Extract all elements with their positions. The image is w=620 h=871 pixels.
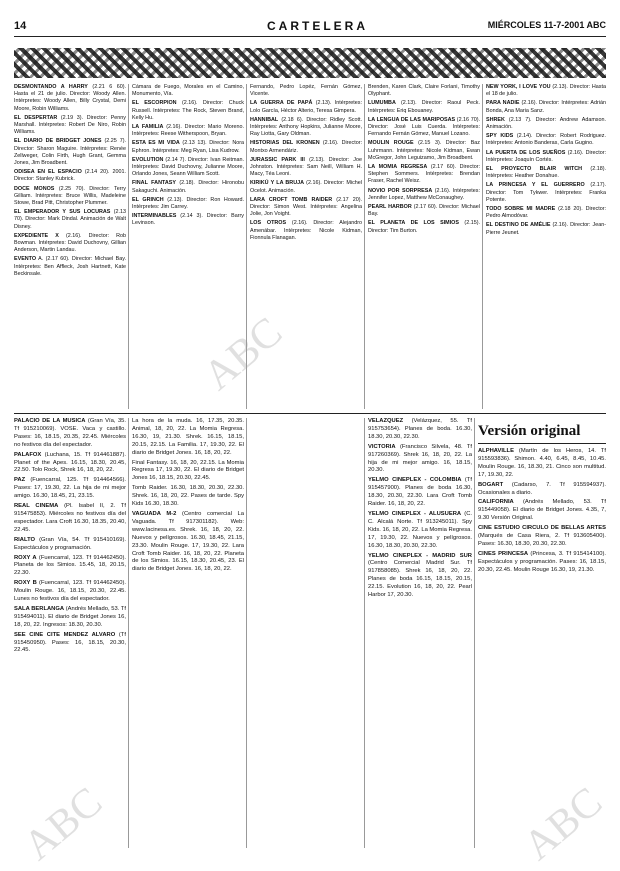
listing-entry (486, 182, 606, 204)
listing-name: KIRIKÚ Y LA BRUJA (250, 180, 304, 187)
listing-name: ODISEA EN EL ESPACIO (14, 169, 82, 176)
listing-entry (14, 537, 126, 553)
section-divider (14, 413, 606, 414)
listing-details: (Andrés Mellado, 53. Tf 915494011). El diario de Bridget Jones 16, 18, 20, 22. Ingresos: 18.30, 20.30. (14, 605, 126, 628)
listing-entry (14, 209, 126, 231)
column-separator (364, 418, 365, 848)
listing-details: (2.25 70). Director: Terry Gilliam. Intérpretes: Bruce Willis, Madeleine Stowe, Brad Pitt, Christopher Plummer. (14, 185, 126, 207)
listing-name: EVENTO (14, 256, 37, 263)
listing-details: (Velázquez, 55. Tf 915753654). Planes de boda. 16.30, 18.30, 20.30, 22.30. (368, 418, 472, 440)
listing-name: JURASSIC PARK III (250, 156, 305, 163)
listing-entry (368, 84, 480, 98)
listing-entry (14, 580, 126, 604)
listing-details: (Fuencarral, 125. Tf 914464566). Pases: 17, 19.30, 22. La hija de mi mejor amigo. 16.30, 18.45, 21, 23.15. (14, 477, 126, 500)
listing-entry (14, 256, 126, 278)
listing-details: (2.15 3). Director: Baz Luhrmann. Intérpretes: Nicole Kidman, Ewan McGregor, John Leguizamo, Jim Broadbent. (368, 140, 480, 161)
listing-entry (14, 452, 126, 476)
listing-entry (478, 525, 606, 549)
listing-name: LA PUERTA DE LOS SUEÑOS (486, 149, 566, 156)
listing-details: (2.17 60). Director: Michael Bay. (368, 204, 480, 218)
listing-name: NEW YORK, I LOVE YOU (486, 84, 551, 90)
listing-details: Fernando, Pedro Lopéz, Fernán Gómez, Vicente. (250, 84, 362, 98)
listing-name: EL DESTINO DE AMÉLIE (486, 222, 551, 229)
listing-entry (250, 220, 362, 242)
listing-details: (2.13). Intérpretes: Lolo García, Héctor Alterio, Teresa Gimpera. (250, 100, 362, 114)
section-title: CARTELERA (267, 19, 368, 33)
column-separator (482, 84, 483, 409)
listing-entry (368, 553, 472, 600)
listing-name: LARA CROFT TOMB RAIDER (250, 196, 333, 203)
listing-name: EL ESCORPION (132, 100, 177, 107)
listing-name: SPY KIDS (486, 133, 514, 140)
listing-entry (368, 140, 480, 162)
listing-details: (2.14 20). 2001. Director: Stanley Kubrick. (14, 169, 126, 183)
listing-name: FINAL FANTASY (132, 180, 176, 187)
listing-details: Final Fantasy. 16, 18, 20, 22.15. La Momia Regresa 17, 19.30, 22. El diario de Bridget Jones 16, 18.15, 20.30, 22.45. (132, 459, 244, 482)
listing-name: HANNIBAL (250, 116, 279, 123)
bottom-column (132, 418, 244, 848)
listing-name: DESMONTANDO A HARRY (14, 84, 88, 90)
listing-name: LA FAMILIA (132, 124, 164, 131)
listing-entry (132, 418, 244, 458)
listing-entry (14, 477, 126, 501)
listing-entry (486, 150, 606, 164)
column-separator (128, 84, 129, 409)
issue-date: MIÉRCOLES 11-7-2001 ABC (487, 20, 606, 30)
listing-entry (368, 100, 480, 114)
listing-name: EL PLANETA DE LOS SIMIOS (368, 220, 459, 227)
listing-details: (C. C. Alcalá Norte. Tf 913245011). Spy Kids. 16, 18, 20, 22. La Momia Regresa. 17, 19.30, 22. Nuevos y pelígrosos. 16.30, 18.30, 20.30, 22.30. (368, 510, 472, 549)
listing-entry (14, 555, 126, 579)
listing-name: EL GRINCH (132, 196, 164, 203)
watermark: ABC (15, 778, 112, 870)
listing-entry (14, 138, 126, 167)
listing-details: (2.17 60). Director: Stephen Sommers. Intérpretes: Brendan Fraser, Rachel Weisz. (368, 164, 480, 185)
listing-entry (368, 204, 480, 218)
listing-entry (486, 100, 606, 114)
listing-entry (132, 460, 244, 484)
listing-name: EXPEDIENTE X (14, 232, 59, 239)
top-column (14, 84, 126, 409)
listing-name: CINES PRINCESA (478, 550, 529, 557)
listing-entry (368, 418, 472, 442)
listing-details: (Fuencarral, 123. Tf 914462450). Moulin Rouge. 16, 18.15, 20.30, 22.45. Lunes no festivos día del espectador. (14, 580, 126, 603)
listing-entry (132, 84, 244, 98)
listing-entry (132, 140, 244, 154)
listing-name: ROXY A (14, 554, 37, 561)
listing-name: ALPHAVILLE (478, 448, 514, 454)
listing-entry (368, 188, 480, 202)
listing-name: LA LENGUA DE LAS MARIPOSAS (368, 116, 456, 123)
listing-name: PARA NADIE (486, 100, 520, 107)
listing-details: (Tf 915457900). Planes de boda 16.30, 18.30, 20.30, 22.30. Lara Croft Tomb Raider. 16, 18, 20, 22. (368, 477, 472, 508)
listing-entry (478, 448, 606, 480)
listing-details: (Marqués de Casa Riera, 2. Tf 913605400). Pases: 16.30, 18.30, 20.30, 22.30. (478, 533, 606, 547)
listing-name: LOS OTROS (250, 220, 287, 227)
listing-name: LA MOMIA REGRESA (368, 164, 428, 171)
listing-name: LA PRINCESA Y EL GUERRERO (486, 182, 585, 189)
listing-details: (Francisco Silvela, 48. Tf 917260369). Shrek 16, 18, 20, 22. La hija de mi mejor amigo. 16, 18.15, 20.30. (368, 443, 472, 474)
listing-name: EL DESPERTAR (14, 114, 58, 121)
listing-entry (250, 140, 362, 154)
listing-details: (2.13). Director: Hasta el 18 de julio. (486, 84, 606, 98)
listing-name: YELMO CINEPLEX - ALUSUERA (368, 510, 462, 517)
listing-entry (486, 84, 606, 98)
listing-name: SEE CINE CITE MENDEZ ALVARO (14, 631, 116, 638)
listing-name: SALA BERLANGA (14, 605, 65, 612)
listing-details: (Fuencarral, 123. Tf 914462450). Planeta de los Simios. 15.45, 18, 20.15, 22.30. (14, 554, 126, 577)
listing-details: (2.16). Director: Montxo Armendáriz. (250, 140, 362, 154)
listing-name: CALIFORNIA (478, 499, 514, 506)
listing-details: (2.16). Intérpretes: Jennifer Lopez, Matthew McConaughey. (368, 187, 480, 201)
listing-details: (2.14 3). Director: Barry Levinson. (132, 213, 244, 227)
listing-entry (478, 482, 606, 498)
listing-name: PALAFOX (14, 451, 42, 458)
listing-details: (2.18). Intérpretes: Heather Donahue. (486, 166, 606, 180)
listing-name: HISTORIAS DEL KRONEN (250, 140, 320, 147)
top-column (368, 84, 480, 409)
listing-name: LA GUERRA DE PAPÁ (250, 100, 313, 107)
listing-details: (Princesa, 3. Tf 915414100). Espectáculos y programación. Pases: 16, 18.15, 20.30, 22.45. Moulin Rouge 16.30, 19, 21.30. (478, 550, 606, 573)
listing-details: (Luchana, 15. Tf 914461887). Planet of the Apes. 16.15, 18.30, 20.45, 22.50. Tolo Rock, Shrek 16, 18, 20, 22. (14, 451, 126, 474)
listing-name: PAZ (14, 477, 26, 484)
listing-details: La hora de la muda. 16, 17.35, 20.35. Animal, 18, 20, 22. La Momia Regresa. 16.30, 19, 21.30. Shrek. 16.15, 18.15, 20.15, 22.15. La Familia. 17, 19.30, 22. El diario de Bridget Jones. 16, 18, 20, 22. (132, 418, 244, 456)
decorative-banner (14, 48, 606, 78)
listing-details: (2.14 7). Director: Ivan Reitman. Intérpretes: David Duchovny, Julianne Moore, Orlando Jones, Seann William Scott. (132, 156, 244, 178)
listing-entry (368, 477, 472, 509)
page-number: 14 (14, 20, 27, 32)
watermark: ABC (515, 778, 612, 870)
listing-name: VICTORIA (368, 443, 396, 450)
listing-name: LUMUMBA (368, 100, 396, 107)
listing-entry (14, 233, 126, 255)
listing-details: (Gran Vía, 35. Tf 915210069). VOSE. Vaca y castillo. Pases: 16, 18.15, 20.35, 22.45. Miércoles no festivos día del espectador. (14, 418, 126, 448)
listing-name: INTERMINABLES (132, 213, 177, 220)
listing-entry (14, 186, 126, 208)
listing-name: REAL CINEMA (14, 503, 59, 510)
listing-name: MOULIN ROUGE (368, 140, 414, 147)
listing-entry (14, 418, 126, 450)
column-separator (246, 84, 247, 409)
column-separator (128, 418, 129, 848)
listing-entry (486, 206, 606, 220)
listing-entry (368, 117, 480, 139)
listing-details: (Gran Vía, 54. Tf 915410169). Espectáculos y programación. (14, 536, 126, 551)
listing-entry (132, 485, 244, 509)
bottom-column (368, 418, 472, 848)
listing-details: (2.13 70). Director: Mark Dindal. Animación de Walt Disney. (14, 209, 126, 230)
listing-entry (478, 551, 606, 575)
listing-details: (2.18 20). Director: Pedro Almodóvar. (486, 206, 606, 220)
listing-details: (2.17 20). Director: Simon West. Intérpretes: Angelina Jolie, Jon Voight. (250, 196, 362, 218)
listing-entry (14, 169, 126, 183)
listing-details: Brenden, Karen Clark, Claire Forlani, Timothy Olyphant. (368, 84, 480, 98)
listing-details: (2.13). Director: Ron Howard. Intérpretes: Jim Carrey. (132, 196, 244, 211)
listing-details: (2.13 13). Director: Nora Ephron. Intérpretes: Meg Ryan, Lisa Kudrow. (132, 140, 244, 154)
listing-name: SHREK (486, 116, 505, 123)
listing-entry (368, 164, 480, 186)
column-separator (364, 84, 365, 409)
listing-details: (Martín de los Heros, 14. Tf 915593836). Shimon. 4.40, 6.45, 8.45, 10.45. Moulin Rouge. 16, 18.30, 21. Cinco son multitud. 17, 19.30, 22. (478, 448, 606, 478)
listing-name: ROXY B (14, 580, 37, 587)
listing-name: RIALTO (14, 536, 36, 543)
listing-details: (2.16 70). Director: José Luis Cuerda. Intérpretes: Fernando Fernán Gómez, Manuel Lozano. (368, 116, 480, 138)
listing-name: CINE ESTUDIO CIRCULO DE BELLAS ARTES (478, 525, 606, 532)
watermark: ABC (195, 308, 292, 400)
listing-entry (250, 84, 362, 98)
listing-details: (Cadarso, 7. Tf 915594937). Ocasionales a diario. (478, 481, 606, 496)
listing-details: (2.13 7). Director: Andrew Adamson. Animación. (486, 116, 606, 131)
listing-entry (250, 117, 362, 139)
listing-details: (Tf 915450950). Pases: 16, 18.15, 20.30, 22.45. (14, 631, 126, 654)
listing-entry (250, 157, 362, 179)
listing-details: (2.16). Director: Jean-Pierre Jeunet. (486, 222, 606, 236)
listing-details: (2.16). Director: Michel Ocelot. Animación. (250, 180, 362, 194)
listing-details: (2.13). Director: Joe Johnston. Intérpretes: Sam Neill, William H. Macy, Téa Leoni. (250, 156, 362, 178)
listing-entry (132, 197, 244, 211)
listing-details: (2.19 3). Director: Penny Marshall. Intérpretes: Robert De Niro, Robin Williams. (14, 114, 126, 136)
listing-entry (132, 180, 244, 194)
listing-entry (14, 632, 126, 656)
listing-name: VELAZQUEZ (368, 418, 404, 424)
listing-details: (2.18). Director: Hironobu Sakaguchi. Animación. (132, 180, 244, 194)
listing-name: PALACIO DE LA MUSICA (14, 418, 86, 424)
listing-name: TODO SOBRE MI MADRE (486, 206, 556, 213)
listing-entry (132, 100, 244, 122)
listing-name: EVOLUTION (132, 156, 164, 163)
listing-details: (2.21 6 60). Hasta el 21 de julio. Director: Woody Allen. Intérpretes: Woody Allen, Billy Crystal, Demi Moore, Robin Williams. (14, 84, 126, 112)
listing-name: PEARL HARBOR (368, 204, 412, 211)
listing-details: Tomb Raider. 16.30, 18.30, 20.30, 22.30. Shrek. 16, 18, 20, 22. Pases de tarde. Spy Kids 16.30, 18.30. (132, 485, 244, 508)
listing-details: (2.15). Director: Tim Burton. (368, 220, 480, 234)
listing-name: EL EMPERADOR Y SUS LOCURAS (14, 209, 111, 216)
listing-details: A. (2.17 60). Director: Michael Bay. Intérpretes: Ben Affleck, Josh Hartnett, Kate Beckinsale. (14, 256, 126, 277)
listing-name: EL DIARIO DE BRIDGET JONES (14, 138, 102, 145)
listing-name: YELMO CINEPLEX - MADRID SUR (368, 552, 472, 559)
listing-details: (2.16). Director: Intérpretes: Joaquín Cortés. (486, 149, 606, 163)
listing-entry (368, 220, 480, 234)
listing-name: ESTA ES MI VIDA (132, 140, 180, 147)
bottom-column (14, 418, 126, 848)
listing-details: (2.13). Director: Raoul Peck. Intérpretes: Eriq Ebouaney. (368, 100, 480, 114)
version-original-rule (478, 443, 606, 444)
listing-details: (2.16). Director: Alejandro Amenábar. Intérpretes: Nicole Kidman, Fionnula Flanagan. (250, 220, 362, 241)
listing-name: VAGUADA M-2 (132, 510, 177, 517)
listing-entry (14, 503, 126, 535)
listing-details: (2.16). Director: Chuck Russell. Intérpretes: The Rock, Steven Brand, Kelly Hu. (132, 100, 244, 121)
listing-details: (Centro Comercial Madrid Sur. Tf 917858085). Shrek 16, 18, 20, 22. Planes de boda 16.15, 18.15, 20.15, 22.15. Evolution 16, 18, 20, 22. Pearl Harbor 17, 20.30. (368, 560, 472, 599)
listing-details: (Centro comercial La Vaguada. Tf 917301182). Web: www.lacinesa.es. Shrek. 16, 18, 20, 22. Nuevos y pelígrosos. 16.30, 18.45, 21.15, 23.30. Moulin Rouge. 17, 19.30, 22. Lara Croft Tomb Raider. 16, 18, 20, 22. Planeta de los Simios. 16.15, 18.30, 20.45, 23. El diario de Bridget Jones. 16, 18, 20, 22. (132, 510, 244, 573)
listing-entry (132, 213, 244, 227)
listing-entry (132, 124, 244, 138)
listing-name: BOGART (478, 481, 504, 488)
listing-entry (132, 157, 244, 179)
column-separator (246, 418, 247, 848)
listing-entry (486, 222, 606, 236)
listing-name: NOVIO POR SORPRESA (368, 187, 433, 194)
listing-details: (2.16). Director: Intérpretes: Adrián Bonda, Ana Maria Sanz. (486, 100, 606, 114)
listing-details: (2.16). Director: Rob Bowman. Intérpretes: David Duchovny, Gillian Anderson, Martin Landau. (14, 232, 126, 254)
top-column (486, 84, 606, 409)
listing-details: (2.25 7). Director: Sharon Maguire. Intérpretes: Renée Zellweger, Colin Firth, Hugh Grant, Gemma Jones, Jim Broadbent. (14, 138, 126, 167)
listing-entry (250, 100, 362, 114)
listing-entry (368, 444, 472, 476)
listing-name: YELMO CINEPLEX - COLOMBIA (368, 477, 462, 484)
listing-details: Cámara de Fuego, Morales en el Camino, Monumento, Vía. (132, 84, 244, 98)
listing-entry (14, 606, 126, 630)
column-separator (474, 418, 475, 848)
listing-details: (Andrés Mellado, 53. Tf 915449058). El diario de Bridget Jones. 4.35, 7, 9.30 Versión Original. (478, 499, 606, 522)
listing-name: EL PROYECTO BLAIR WITCH (486, 166, 583, 173)
listing-entry (486, 166, 606, 180)
listing-entry (486, 133, 606, 147)
listing-entry (250, 197, 362, 219)
listing-entry (14, 84, 126, 113)
listing-entry (132, 511, 244, 574)
listing-entry (368, 511, 472, 551)
listing-entry (486, 117, 606, 131)
listing-details: (2.18 6). Director: Ridley Scott. Intérpretes: Anthony Hopkins, Julianne Moore, Ray Liotta, Gary Oldman. (250, 116, 362, 138)
listing-entry (478, 499, 606, 523)
version-original-title: Versión original (478, 423, 581, 439)
listing-entry (14, 115, 126, 137)
listing-name: DOCE MONOS (14, 185, 55, 192)
listing-details: (2.14). Director: Robert Rodriguez. Intérpretes: Antonio Banderas, Carla Gugino. (486, 133, 606, 147)
listing-details: (2.16). Director: Mario Moreno. Intérpretes: Reese Witherspoon, Bryan. (132, 124, 244, 138)
listing-details: (Pl. Isabel II, 2. Tf 915475853). Miércoles no festivos día del espectador. Lara Croft 16.30, 18.35, 20.40, 22.45. (14, 503, 126, 533)
listing-details: (2.17). Director: Tom Tykwer. Intérpretes: Franka Potente. (486, 182, 606, 203)
listing-entry (250, 180, 362, 194)
page-header (14, 14, 606, 37)
